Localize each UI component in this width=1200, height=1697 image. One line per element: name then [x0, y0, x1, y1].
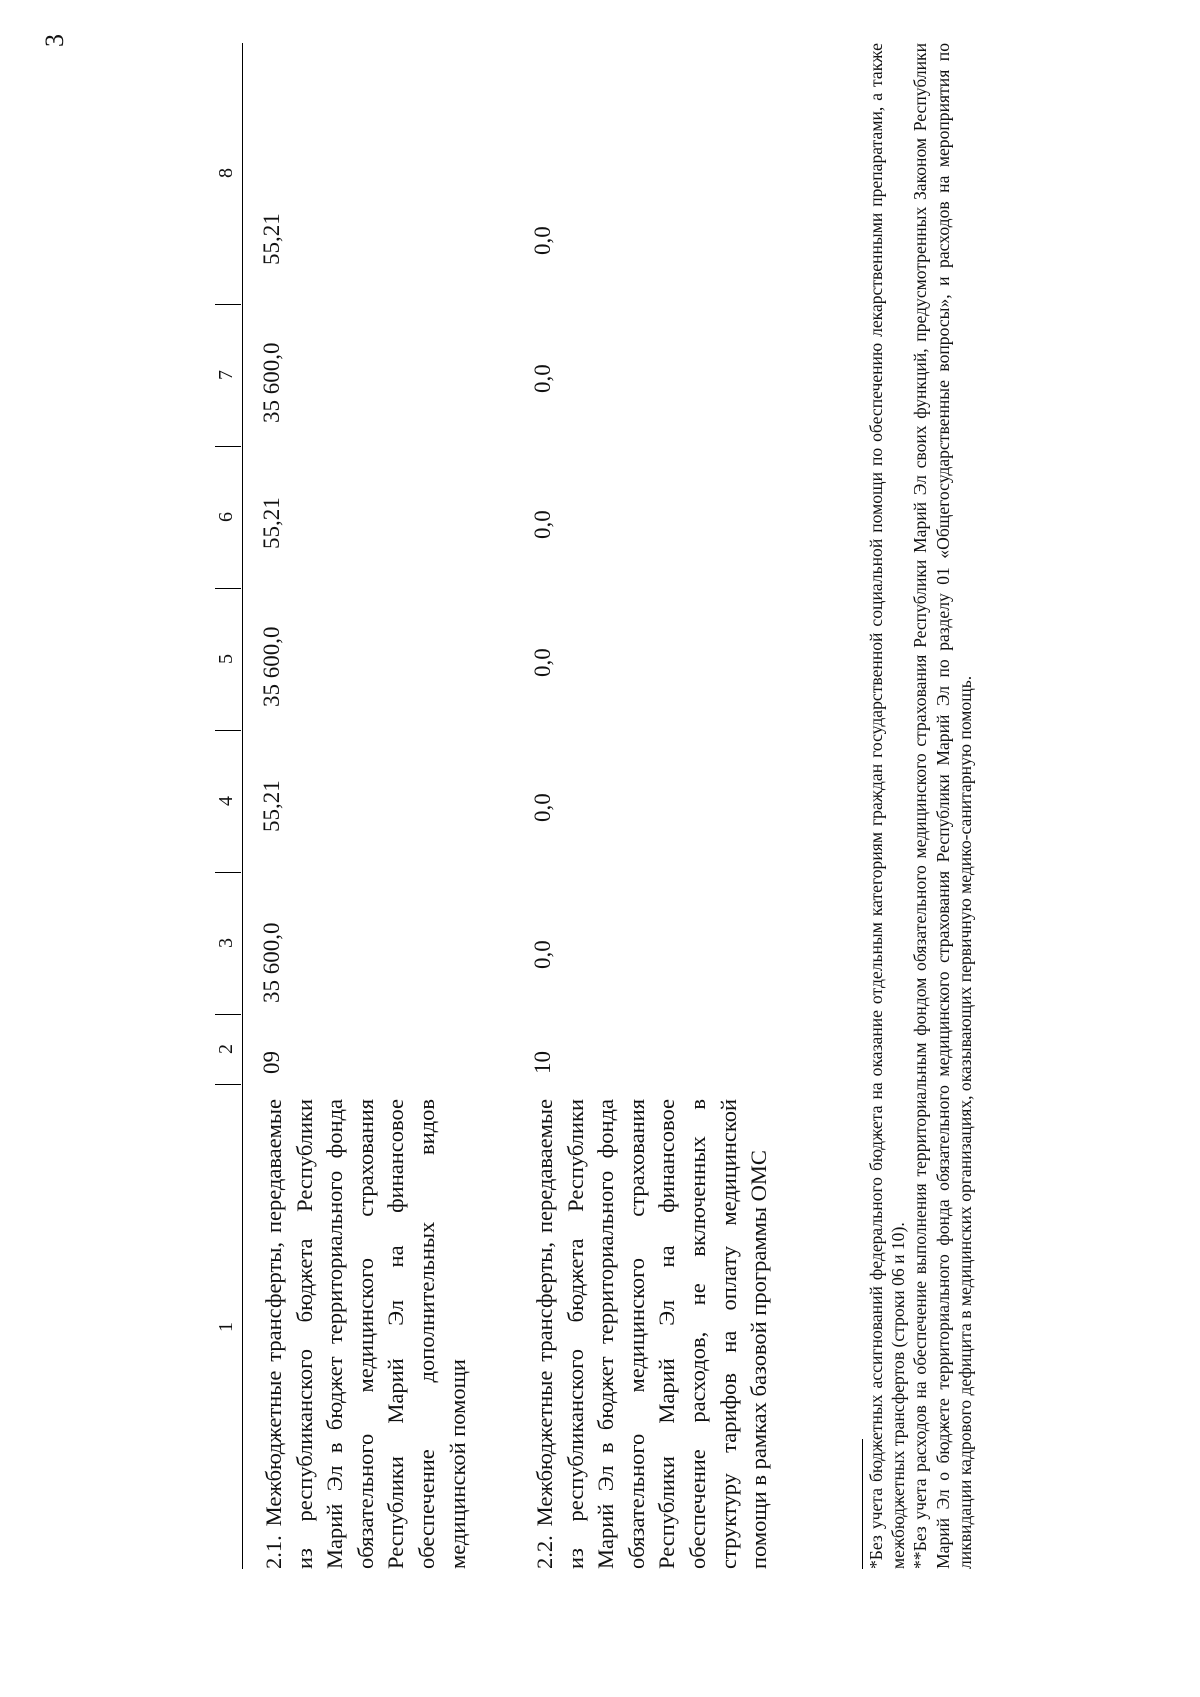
cell-col4: 55,21	[259, 780, 284, 832]
cell-col6: 0,0	[530, 510, 555, 539]
footnote-separator	[862, 1439, 863, 1569]
cell-col8: 0,0	[530, 226, 555, 255]
footnote-1: *Без учета бюджетных ассигнований федерального бюджета на оказание отдельным категориям граждан государственной социальной помощи по обеспечению лекарственными препаратами, а также межбюджетных трансфертов (строки 06 и 10).	[866, 43, 909, 1569]
cell-col7: 0,0	[530, 364, 555, 393]
header-cell-6: 6	[215, 446, 241, 589]
cell-col5: 35 600,0	[259, 626, 284, 707]
header-cell-2: 2	[215, 1014, 241, 1085]
cell-col7: 35 600,0	[259, 342, 284, 423]
header-cell-5: 5	[215, 588, 241, 731]
row-label: 2.2. Межбюджетные трансферты, передаваемые из республиканского бюджета Республики Марий Эл в бюджет территориального фонда обязательного медицинского страхования Республики Марий Эл на финансовое обеспечение расходов, не включенных в структуру тарифов на оплату медицинской помощи в рамках базовой программы ОМС	[532, 1099, 772, 1569]
row-code: 10	[530, 1051, 555, 1074]
header-cell-7: 7	[215, 304, 241, 447]
cell-col5: 0,0	[530, 648, 555, 677]
cell-col3: 0,0	[530, 940, 555, 969]
page-number: 3	[40, 34, 69, 47]
header-cell-1: 1	[215, 1322, 237, 1332]
cell-col6: 55,21	[259, 497, 284, 549]
cell-col3: 35 600,0	[259, 922, 284, 1003]
footnote-2: **Без учета расходов на обеспечение выполнения территориальным фондом обязательного медицинского страхования Республики Марий Эл своих функций, предусмотренных Законом Республики Марий Эл о бюджете территориального фонда обязательного медицинского страхования Республики Марий Эл по разделу 01 «Общегосударственные вопросы», и расходов на мероприятия по ликвидации кадрового дефицита в медицинских организациях, оказывающих первичную медико-санитарную помощь.	[910, 43, 975, 1569]
header-cell-8: 8	[215, 42, 241, 305]
row-label: 2.1. Межбюджетные трансферты, передаваемые из республиканского бюджета Республики Марий Эл в бюджет территориального фонда обязательного медицинского страхования Республики Марий Эл на финансовое обеспечение дополнительных видов медицинской помощи	[261, 1099, 470, 1569]
cell-col8: 55,21	[259, 213, 284, 265]
table-header-row	[212, 43, 243, 1569]
footnotes	[862, 43, 976, 1569]
cell-col4: 0,0	[530, 793, 555, 822]
budget-table	[212, 43, 772, 1569]
header-cell-4: 4	[215, 730, 241, 873]
row-code: 09	[259, 1051, 284, 1074]
header-cell-3: 3	[215, 872, 241, 1015]
